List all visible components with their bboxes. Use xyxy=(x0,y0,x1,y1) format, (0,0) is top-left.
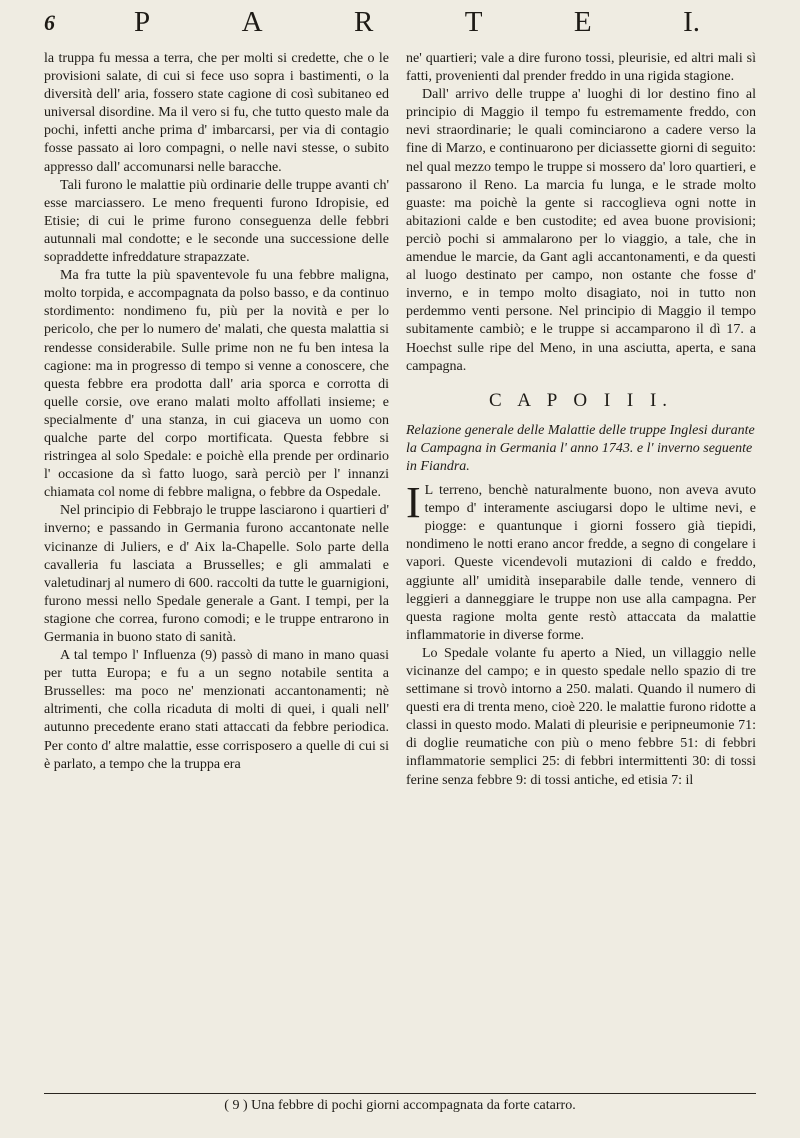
paragraph-text: L terreno, benchè naturalmente buono, non aveva avuto tempo d' interamente asciugarsi dopo le ultime nevi, e piogge: e quantunque i giorni fossero già tiepidi, nondimeno le notti erano ancor fredde, a segno di congelare i vapori. Queste vicendevoli mutazioni di caldo e freddo, aggiunte all' umidità inseparabile dalle tende, vennero di leggieri a danneggiare le truppe non use alla campagna. Per questa ragione molta gente restò attaccata da malattie inflammatorie in diverse forme. xyxy=(406,483,756,643)
right-column xyxy=(406,50,756,790)
paragraph: ne' quartieri; vale a dire furono tossi, pleurisie, ed altri mali sì fatti, provenienti dal prender freddo in una rigida stagione. xyxy=(406,51,756,85)
page-number: 6 xyxy=(44,10,55,35)
paragraph: Dall' arrivo delle truppe a' luoghi di lor destino fino al principio di Maggio il tempo fu estremamente freddo, con nevi straordinarie; le quali cominciarono a cadere verso la fine di Marzo, e continuarono per diciassette giorni di seguito: nel qual mezzo tempo le truppe si mossero da' loro quartieri, e passarono il Reno. La marcia fu lunga, e le strade molto guaste: ma poichè la gente si raccoglieva ogni notte in abitazioni calde e ben custodite; ed avea buone provisioni; perciò pochi si ammalarono per lo viaggio, a tale, che in amendue le marcie, da Gant agli accantonamenti, e da questi al luogo destinato per campo, non ostante che fosse d' inverno, e in tempo molto disagiato, noi in tutto non perdemmo venti persone. Nel principio di Maggio il tempo subitamente cambiò; e le truppe si accamparono il dì 17. a Hoechst sulle ripe del Meno, in una asciutta, aperta, e sana campagna. xyxy=(406,87,756,374)
running-head-letter: P xyxy=(134,6,151,38)
paragraph: la truppa fu messa a terra, che per molti si credette, che o le provisioni salate, di cui si fece uso sopra i bastimenti, o la diversità dell' aria, fossero state cagione di così subitaneo ed universal disordine. Ma il vero si fu, che tutto questo male da pochi, infetti anche prima d' imbarcarsi, per via di contagio fosse passato ai loro compagni, o nelle navi stesse, o subito appresso dall' accomunarsi nelle baracche. xyxy=(44,51,389,175)
running-head xyxy=(134,6,700,39)
chapter-title: Relazione generale delle Malattie delle truppe Inglesi durante la Campagna in Germania l' anno 1743. e l' inverno seguente in Fiandra. xyxy=(406,422,755,474)
page-header xyxy=(44,4,756,46)
footnote-divider xyxy=(44,1093,756,1094)
dropcap: I xyxy=(406,478,421,528)
running-head-letter: A xyxy=(241,6,263,38)
chapter-heading: C A P O I I I. xyxy=(488,389,674,411)
running-head-letter: E xyxy=(573,6,592,38)
paragraph: A tal tempo l' Influenza (9) passò di mano in mano quasi per tutta Europa; e fu a un segno notabile sentita a Brusselles: ma poco ne' menzionati accantonamenti; nè altrimenti, che colla ricaduta di molti di quei, i quali nell' autunno precedente erano stati attaccati da febbre periodica. Per conto d' altre malattie, esse corrisposero a quelle di cui si è parlato, a tempo che la truppa era xyxy=(44,648,389,772)
paragraph: Lo Spedale volante fu aperto a Nied, un villaggio nelle vicinanze del campo; e in questo spedale nello spazio di tre settimane si trovò intorno a 250. malati. Quando il numero di questi era di trenta meno, cioè 220. le malattie furono ridotte a classi in questo modo. Malati di pleurisie e peripneumonie 71: di doglie reumatiche con più o meno febbre 51: di febbri inflammatorie semplici 25: di febbri intermittenti 30: di tossi ferine senza febbre 9: di tossi antiche, ed etisia 7: il xyxy=(406,645,756,788)
footnote: ( 9 ) Una febbre di pochi giorni accompagnata da forte catarro. xyxy=(224,1098,576,1113)
left-column xyxy=(44,50,389,774)
paragraph-with-dropcap xyxy=(406,478,756,645)
running-head-letter: T xyxy=(464,6,483,38)
running-head-letter: R xyxy=(353,6,374,38)
paragraph: Nel principio di Febbrajo le truppe lasciarono i quartieri d' inverno; e passando in Germania furono accantonate nelle vicinanze di Juliers, e d' Aix la-Chapelle. Solo parte della cavalleria fu lasciata a Brusselles; e gli ammalati e valetudinarj al numero di 600. raccolti da tutte le guarnigioni, furono messi nello Spedale generale a Gant. I tempi, per la stagione che correa, furono comodi; e le truppe entrarono in Germania in buono stato di sanità. xyxy=(44,503,389,645)
running-head-letter: I. xyxy=(683,6,700,38)
paragraph: Tali furono le malattie più ordinarie delle truppe avanti ch' esse marciassero. Le meno frequenti furono Idropisie, ed Etisie; di cui le prime furono conseguenza delle febbri autunnali mal condotte; e le seconde una successione delle sopraddette infreddature strapazzate. xyxy=(44,177,389,266)
paragraph: Ma fra tutte la più spaventevole fu una febbre maligna, molto torpida, e accompagnata da polso basso, e da continuo stordimento: nondimeno fu, più per la novità e per lo pericolo, che per lo numero de' malati, che questa malattia si rendesse considerabile. Sulle prime non ne fu ben intesa la cagione: ma in progresso di tempo si venne a conoscere, che questa febbre era prodotta dall' aria sporca e corrotta di quelle corsie, ove erano malati molto affollati insieme; e specialmente d' una stanza, in cui giaceva un uomo con qualche parte del corpo mortificata. Questa febbre si ristringea al solo Spedale: e poichè ella prende per ordinario l' occasione da sì fatto luogo, sarà perciò per l' innanzi chiamata col nome di febbre maligna, o febbre da Ospedale. xyxy=(44,268,389,501)
